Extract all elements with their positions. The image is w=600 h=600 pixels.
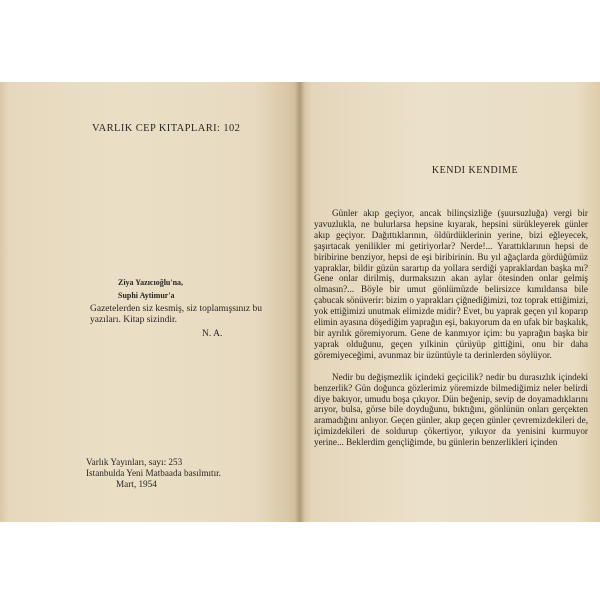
paragraph: Günler akıp geçiyor, ancak bilinçsizliğe (şuursuzluğa) vergi bir yavuzlukla, ne bulurlarsa hepsine kıyarak, hepsini sürükleyerek günler akıp geçiyor. Dağıttıklarının, öldürdüklerinin yerine, bizi eğleyecek, şaşırtacak yenilikler mi getiriyorlar? Nerde!... Yarattıklarının hepsi de biribirine benziyor, hepsi de eşi biribirinin. Bu yıl ağaçlarda gördüğümüz yapraklar, bildir güzün sarartıp da yollara serdiği yapraklardan başka mı? Gene onlar dirilmiş, durmaksızın akan aylar ötesinden onlar gelmiş olmasın?... Böyle bir umut gönlümüzde belirsizce kımıldansa bile çabucak sönüverir: bizim o yaprakları çiğnediğimizi, toz toprak ettiğimizi, yok ettiğimizi unutmak elimizde midir? Evet, bu yaprak geçen yıl koparıp elimin ayasına döşediğim yaprağın eşi, bakıyorum da en ufak bir başkalık, bir ayrılık göremiyorum. Gene de kanmıyor içim: bu yaprağın başka bir yaprak olduğunu, geçen yılkinin çürüyüp gittiğini, onu bir daha göremiyeceğimi, avunmaz bir üzüntüyle ta derinlerden söylüyor. <box>314 208 588 360</box>
right-page <box>300 82 600 522</box>
imprint-line-publisher: Varlık Yayınları, sayı: 253 <box>86 457 183 467</box>
dedication-recipient-1: Ziya Yazıcıoğlu'na, <box>118 278 184 287</box>
open-book <box>0 82 600 522</box>
dedication-text: Gazetelerden siz kesmiş, siz toplamışsınız bu yazıları. Kitap sizindir. <box>90 304 263 325</box>
imprint-line-date: Mart, 1954 <box>116 479 157 489</box>
dedication-initials: N. A. <box>202 329 223 339</box>
imprint-line-printer: Istanbulda Yeni Matbaada basılmıtır. <box>86 468 221 478</box>
chapter-title: KENDI KENDIME <box>431 165 519 176</box>
imprint <box>86 457 266 490</box>
dedication <box>90 276 270 341</box>
dedication-recipient-2: Suphi Aytimur'a <box>118 291 175 300</box>
left-page <box>0 82 300 522</box>
body-text <box>314 208 588 448</box>
book-gutter <box>295 82 305 522</box>
paragraph: Nedir bu değişmezlik içindeki geçicilik? nedir bu durasızlık içindeki benzerlik? Gün doğunca gözlerimiz yöremizde bilmediğimiz neler belirdi diye bakıyor, umudu boşa çıkıyor. Dün beğenip, sevip de doyamadıklarını arıyor, bulsa, görse bile doyduğunu, bıktığını, gönlünün onları gerçekten aramadığını anlıyor. Geçen günler, akıp geçen günler çevremizdekileri de, içimizdekileri de soldurup çökertiyor, yıkıyor da yenisini kurmuyor yerine... Beklerdim gençliğimde, bu günlerin benzerlikleri içinden <box>314 371 588 448</box>
series-heading: VARLIK CEP KITAPLARI: 102 <box>92 123 241 134</box>
